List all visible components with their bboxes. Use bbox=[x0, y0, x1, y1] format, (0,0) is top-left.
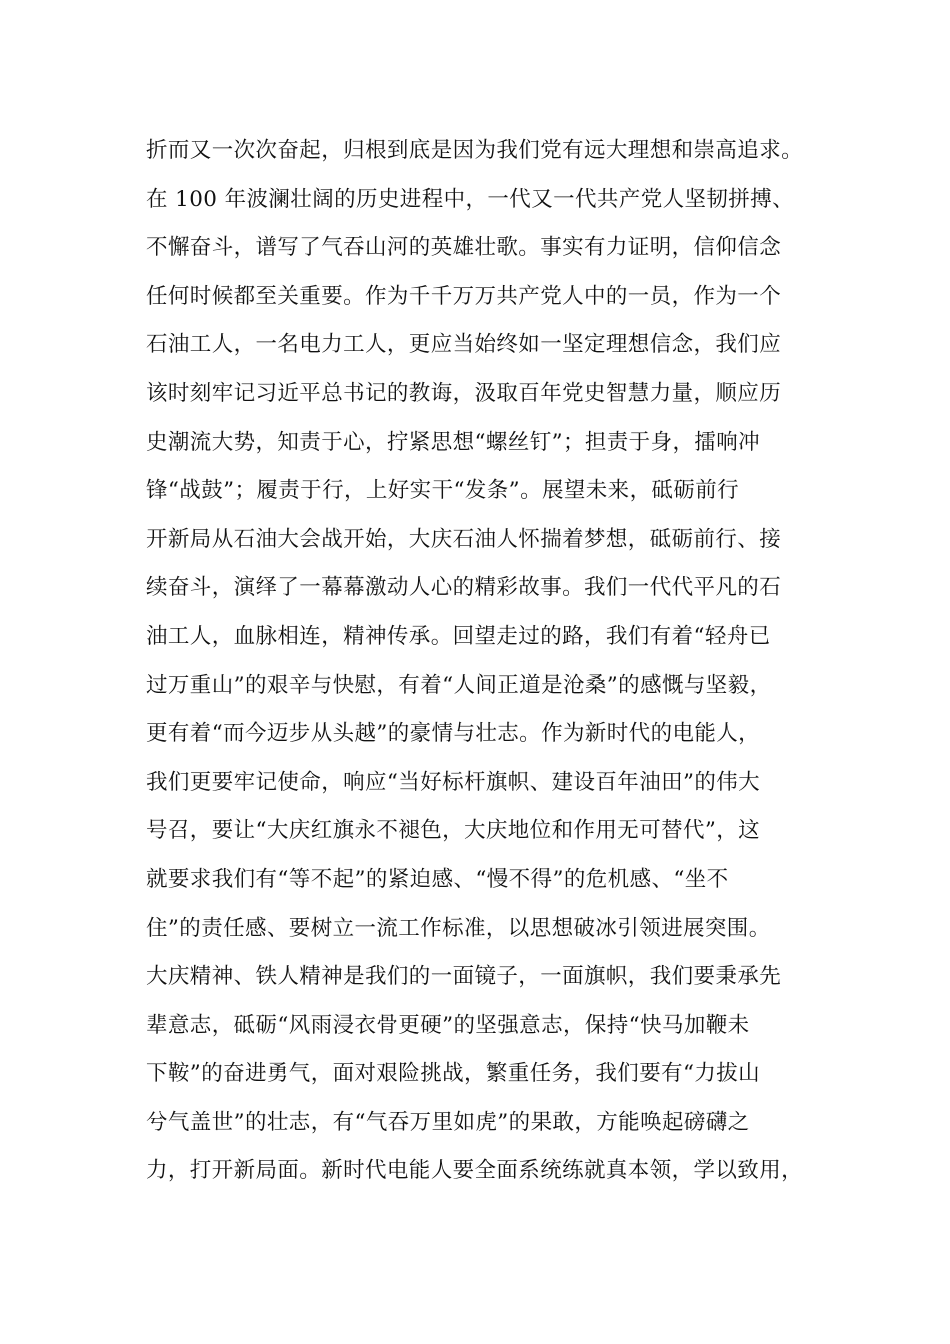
text-line: 兮气盖世”的壮志，有“气吞万里如虎”的果敢，方能唤起磅礴之 bbox=[146, 1109, 750, 1135]
text-line: 住”的责任感、要树立一流工作标准，以思想破冰引领进展突围。 bbox=[146, 915, 771, 941]
text-line: 该时刻牢记习近平总书记的教诲，汲取百年党史智慧力量，顺应历 bbox=[146, 380, 782, 406]
text-line: 在 100 年波澜壮阔的历史进程中，一代又一代共产党人坚韧拼搏、 bbox=[146, 186, 795, 212]
text-line: 油工人，血脉相连，精神传承。回望走过的路，我们有着“轻舟已 bbox=[146, 623, 771, 649]
text-line: 史潮流大势，知责于心，拧紧思想“螺丝钉”；担责于身，擂响冲 bbox=[146, 429, 761, 455]
text-line: 石油工人，一名电力工人，更应当始终如一坚定理想信念，我们应 bbox=[146, 332, 782, 358]
text-line: 续奋斗，演绎了一幕幕激动人心的精彩故事。我们一代代平凡的石 bbox=[146, 575, 782, 601]
text-line: 锋“战鼓”；履责于行，上好实干“发条”。展望未来，砥砺前行 bbox=[146, 478, 740, 504]
text-line: 不懈奋斗，谱写了气吞山河的英雄壮歌。事实有力证明，信仰信念 bbox=[146, 235, 782, 261]
text-line: 大庆精神、铁人精神是我们的一面镜子，一面旗帜，我们要秉承先 bbox=[146, 964, 782, 990]
text-line: 辈意志，砥砺“风雨浸衣骨更硬”的坚强意志，保持“快马加鞭未 bbox=[146, 1012, 750, 1038]
text-line: 折而又一次次奋起，归根到底是因为我们党有远大理想和崇高追求。 bbox=[146, 138, 804, 163]
text-line: 更有着“而今迈步从头越”的豪情与壮志。作为新时代的电能人， bbox=[146, 721, 761, 747]
text-line: 任何时候都至关重要。作为千千万万共产党人中的一员，作为一个 bbox=[146, 283, 782, 309]
text-line: 开新局从石油大会战开始，大庆石油人怀揣着梦想，砥砺前行、接 bbox=[146, 526, 782, 552]
body-text bbox=[146, 127, 836, 1196]
text-line: 下鞍”的奋进勇气，面对艰险挑战，繁重任务，我们要有“力拔山 bbox=[146, 1061, 761, 1087]
text-line: 就要求我们有“等不起”的紧迫感、“慢不得”的危机感、“坐不 bbox=[146, 866, 729, 892]
text-line: 我们更要牢记使命，响应“当好标杆旗帜、建设百年油田”的伟大 bbox=[146, 769, 761, 795]
text-line: 号召，要让“大庆红旗永不褪色，大庆地位和作用无可替代”，这 bbox=[146, 818, 761, 844]
text-line: 力，打开新局面。新时代电能人要全面系统练就真本领，学以致用， bbox=[146, 1158, 804, 1184]
text-line: 过万重山”的艰辛与快慰，有着“人间正道是沧桑”的感慨与坚毅， bbox=[146, 672, 772, 698]
